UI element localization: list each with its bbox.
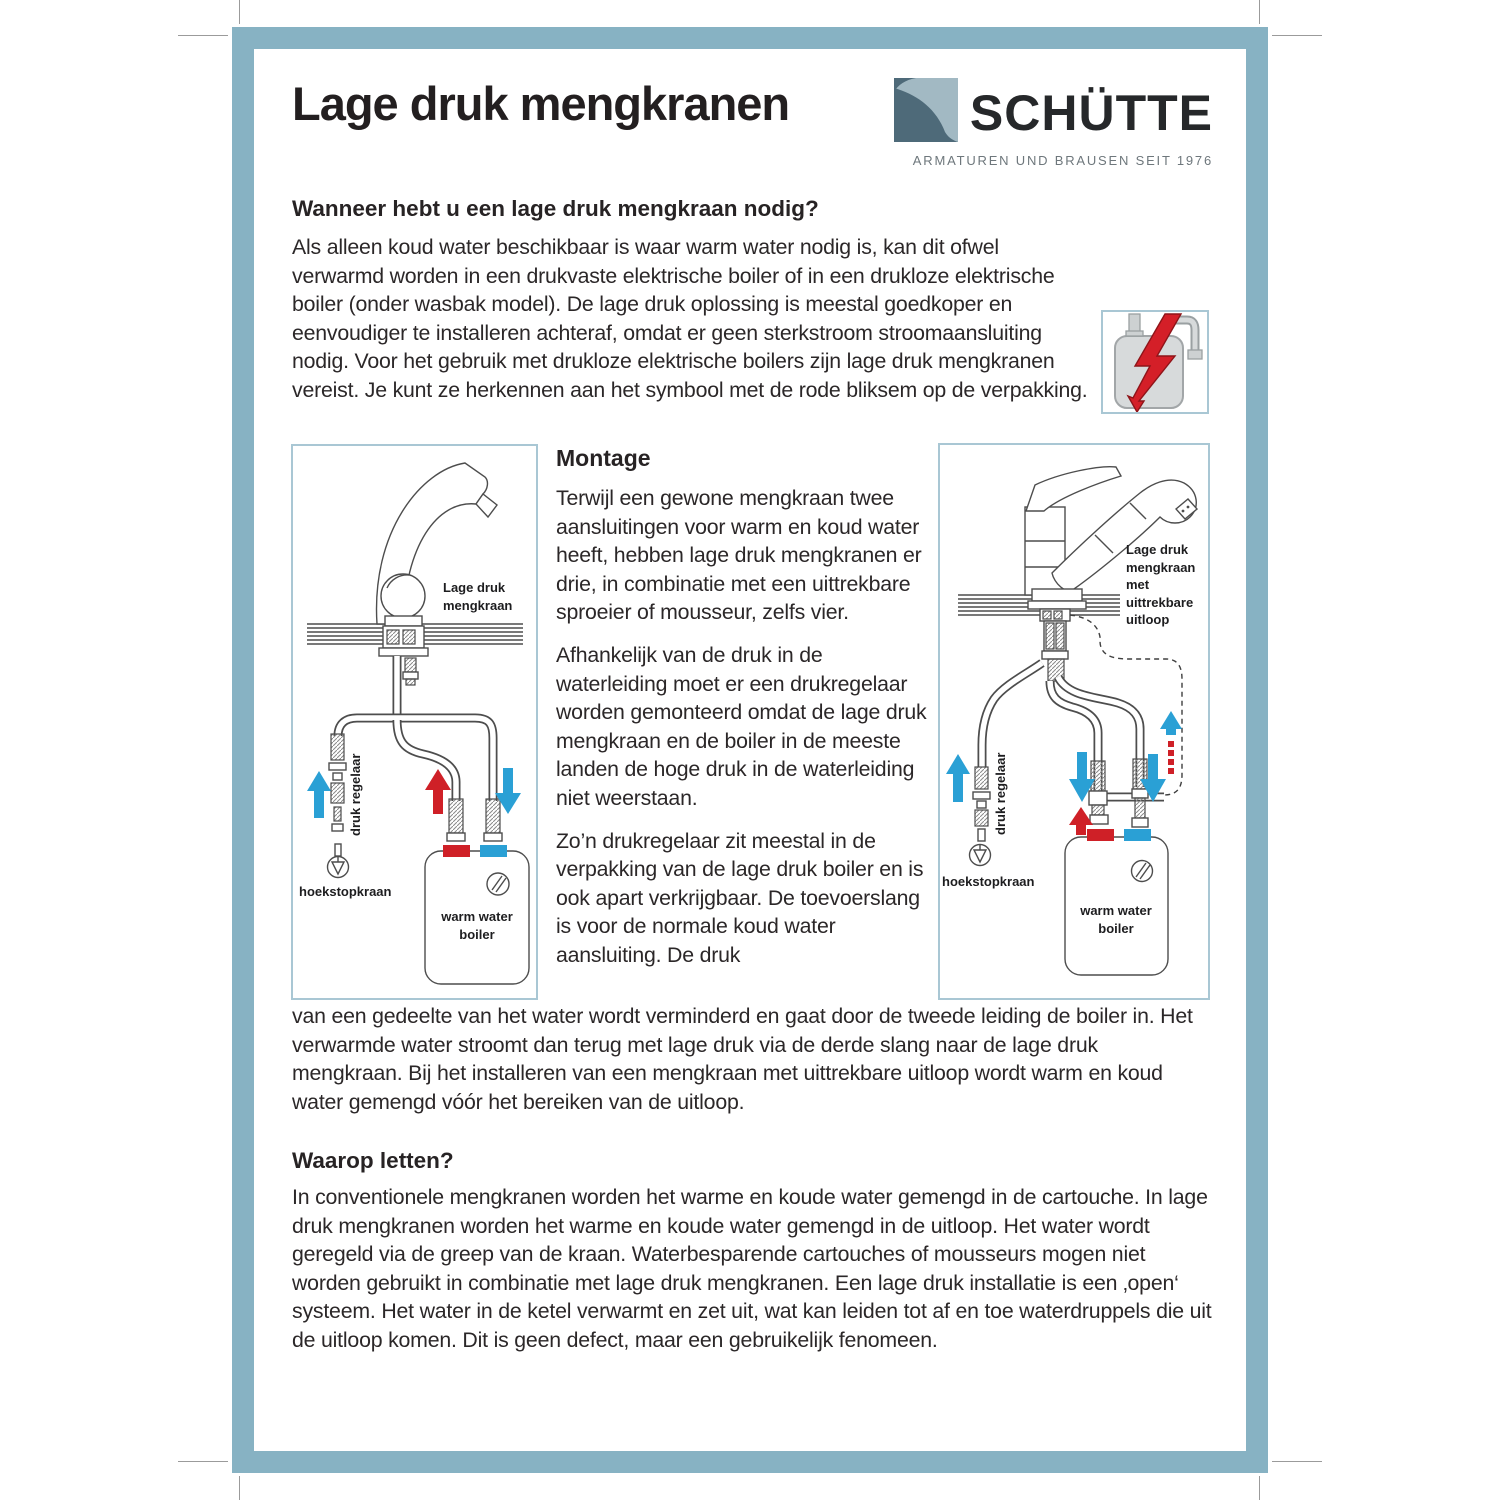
hot-flow-up-arrow bbox=[425, 769, 451, 814]
pressure-regulator-label: druk regelaar bbox=[993, 752, 1008, 835]
brand-logo bbox=[893, 78, 1213, 168]
montage-section bbox=[556, 445, 938, 984]
intro-paragraph: Als alleen koud water beschikbaar is waar warm water nodig is, kan dit ofwel verwarmd worden in een drukvaste elektrische boiler of in een drukloze elektrische boiler (onder wasbak model). De lage druk oplossing is meestal goedkoper en eenvoudiger te installeren achteraf, omdat er geen sterkstroom stroomaansluiting nodig. Voor het gebruik met drukloze elektrische boilers zijn lage druk mengkranen vereist. Je kunt ze herkennen aan het symbool met de rode bliksem op de verpakking. bbox=[292, 235, 1088, 402]
montage-paragraph-3: Zo’n drukregelaar zit meestal in de verpakking van de lage druk boiler en is ook apart verkrijgbaar. De toevoerslang is voor de normale koud water aansluiting. De druk bbox=[556, 828, 924, 967]
schuette-logo-mark-icon bbox=[894, 78, 958, 147]
diagram-standard-low-pressure-tap bbox=[291, 444, 538, 1000]
pressure-regulator bbox=[329, 734, 346, 856]
pressure-regulator bbox=[973, 767, 990, 841]
cold-flow-up-arrow bbox=[946, 754, 970, 802]
montage-paragraph-1: Terwijl een gewone mengkraan twee aansluitingen voor warm en koud water heeft, hebben lage druk mengkranen er drie, in combinatie met een uittrekbare sproeier of mousseur, zelfs vier. bbox=[556, 486, 922, 625]
waarop-paragraph: In conventionele mengkranen worden het warme en koude water gemengd in de cartouche. In lage druk mengkranen worden het warme en koude water gemengd in de uitloop. Het water wordt geregeld via de greep van de kraan. Waterbesparende cartouches of mousseurs mogen niet worden gebruikt in combinatie met lage druk mengkranen. Een lage druk installatie is een ‚open‘ systeem. Het water in de ketel verwarmt en zet uit, wat kan leiden tot af en toe waterdruppels die uit de uitloop komen. Dit is geen defect, maar een gebruikelijk fenomeen. bbox=[292, 1185, 1212, 1352]
brand-name: SCHÜTTE bbox=[969, 84, 1213, 141]
montage-heading: Montage bbox=[556, 445, 651, 471]
faucet-illustration bbox=[377, 463, 497, 685]
page-title: Lage druk mengkranen bbox=[292, 77, 790, 130]
return-flow-up-arrow bbox=[1160, 711, 1182, 774]
intro-heading: Wanneer hebt u een lage druk mengkraan nodig? bbox=[292, 196, 819, 221]
low-pressure-boiler-lightning-icon bbox=[1101, 310, 1209, 414]
angle-stop-valve-label: hoekstopkraan bbox=[299, 884, 392, 899]
waarop-heading: Waarop letten? bbox=[292, 1148, 454, 1173]
brand-tagline: ARMATUREN UND BRAUSEN SEIT 1976 bbox=[912, 153, 1213, 168]
cold-flow-up-arrow bbox=[307, 771, 331, 818]
montage-continuation-paragraph: van een gedeelte van het water wordt verminderd en gaat door de tweede leiding de boiler in. Het verwarmde water stroomt dan terug met lage druk via de derde slang naar de lage druk mengkraan. Bij het installeren van een mengkraan met uittrekbare uitloop wordt warm en koud water gemengd vóór het bereiken van de uitloop. bbox=[292, 1004, 1193, 1114]
montage-paragraph-2: Afhankelijk van de druk in de waterleiding moet er een drukregelaar worden gemonteerd omdat de lage druk mengkraan en de boiler in de meeste landen de hoge druk in de waterleiding niet weerstaan. bbox=[556, 642, 927, 810]
angle-stop-valve-icon bbox=[328, 857, 349, 878]
diagram-pullout-low-pressure-tap bbox=[938, 443, 1210, 1000]
boiler-label: warm water boiler bbox=[1080, 903, 1152, 936]
faucet-label: Lage druk mengkraan bbox=[443, 580, 513, 613]
angle-stop-valve-icon bbox=[970, 845, 991, 866]
boiler-label: warm water boiler bbox=[441, 909, 513, 942]
faucet-label: Lage druk mengkraan met uittrekbare uitloop bbox=[1126, 542, 1196, 628]
angle-stop-valve-label: hoekstopkraan bbox=[942, 874, 1035, 889]
pressure-regulator-label: druk regelaar bbox=[348, 753, 363, 836]
